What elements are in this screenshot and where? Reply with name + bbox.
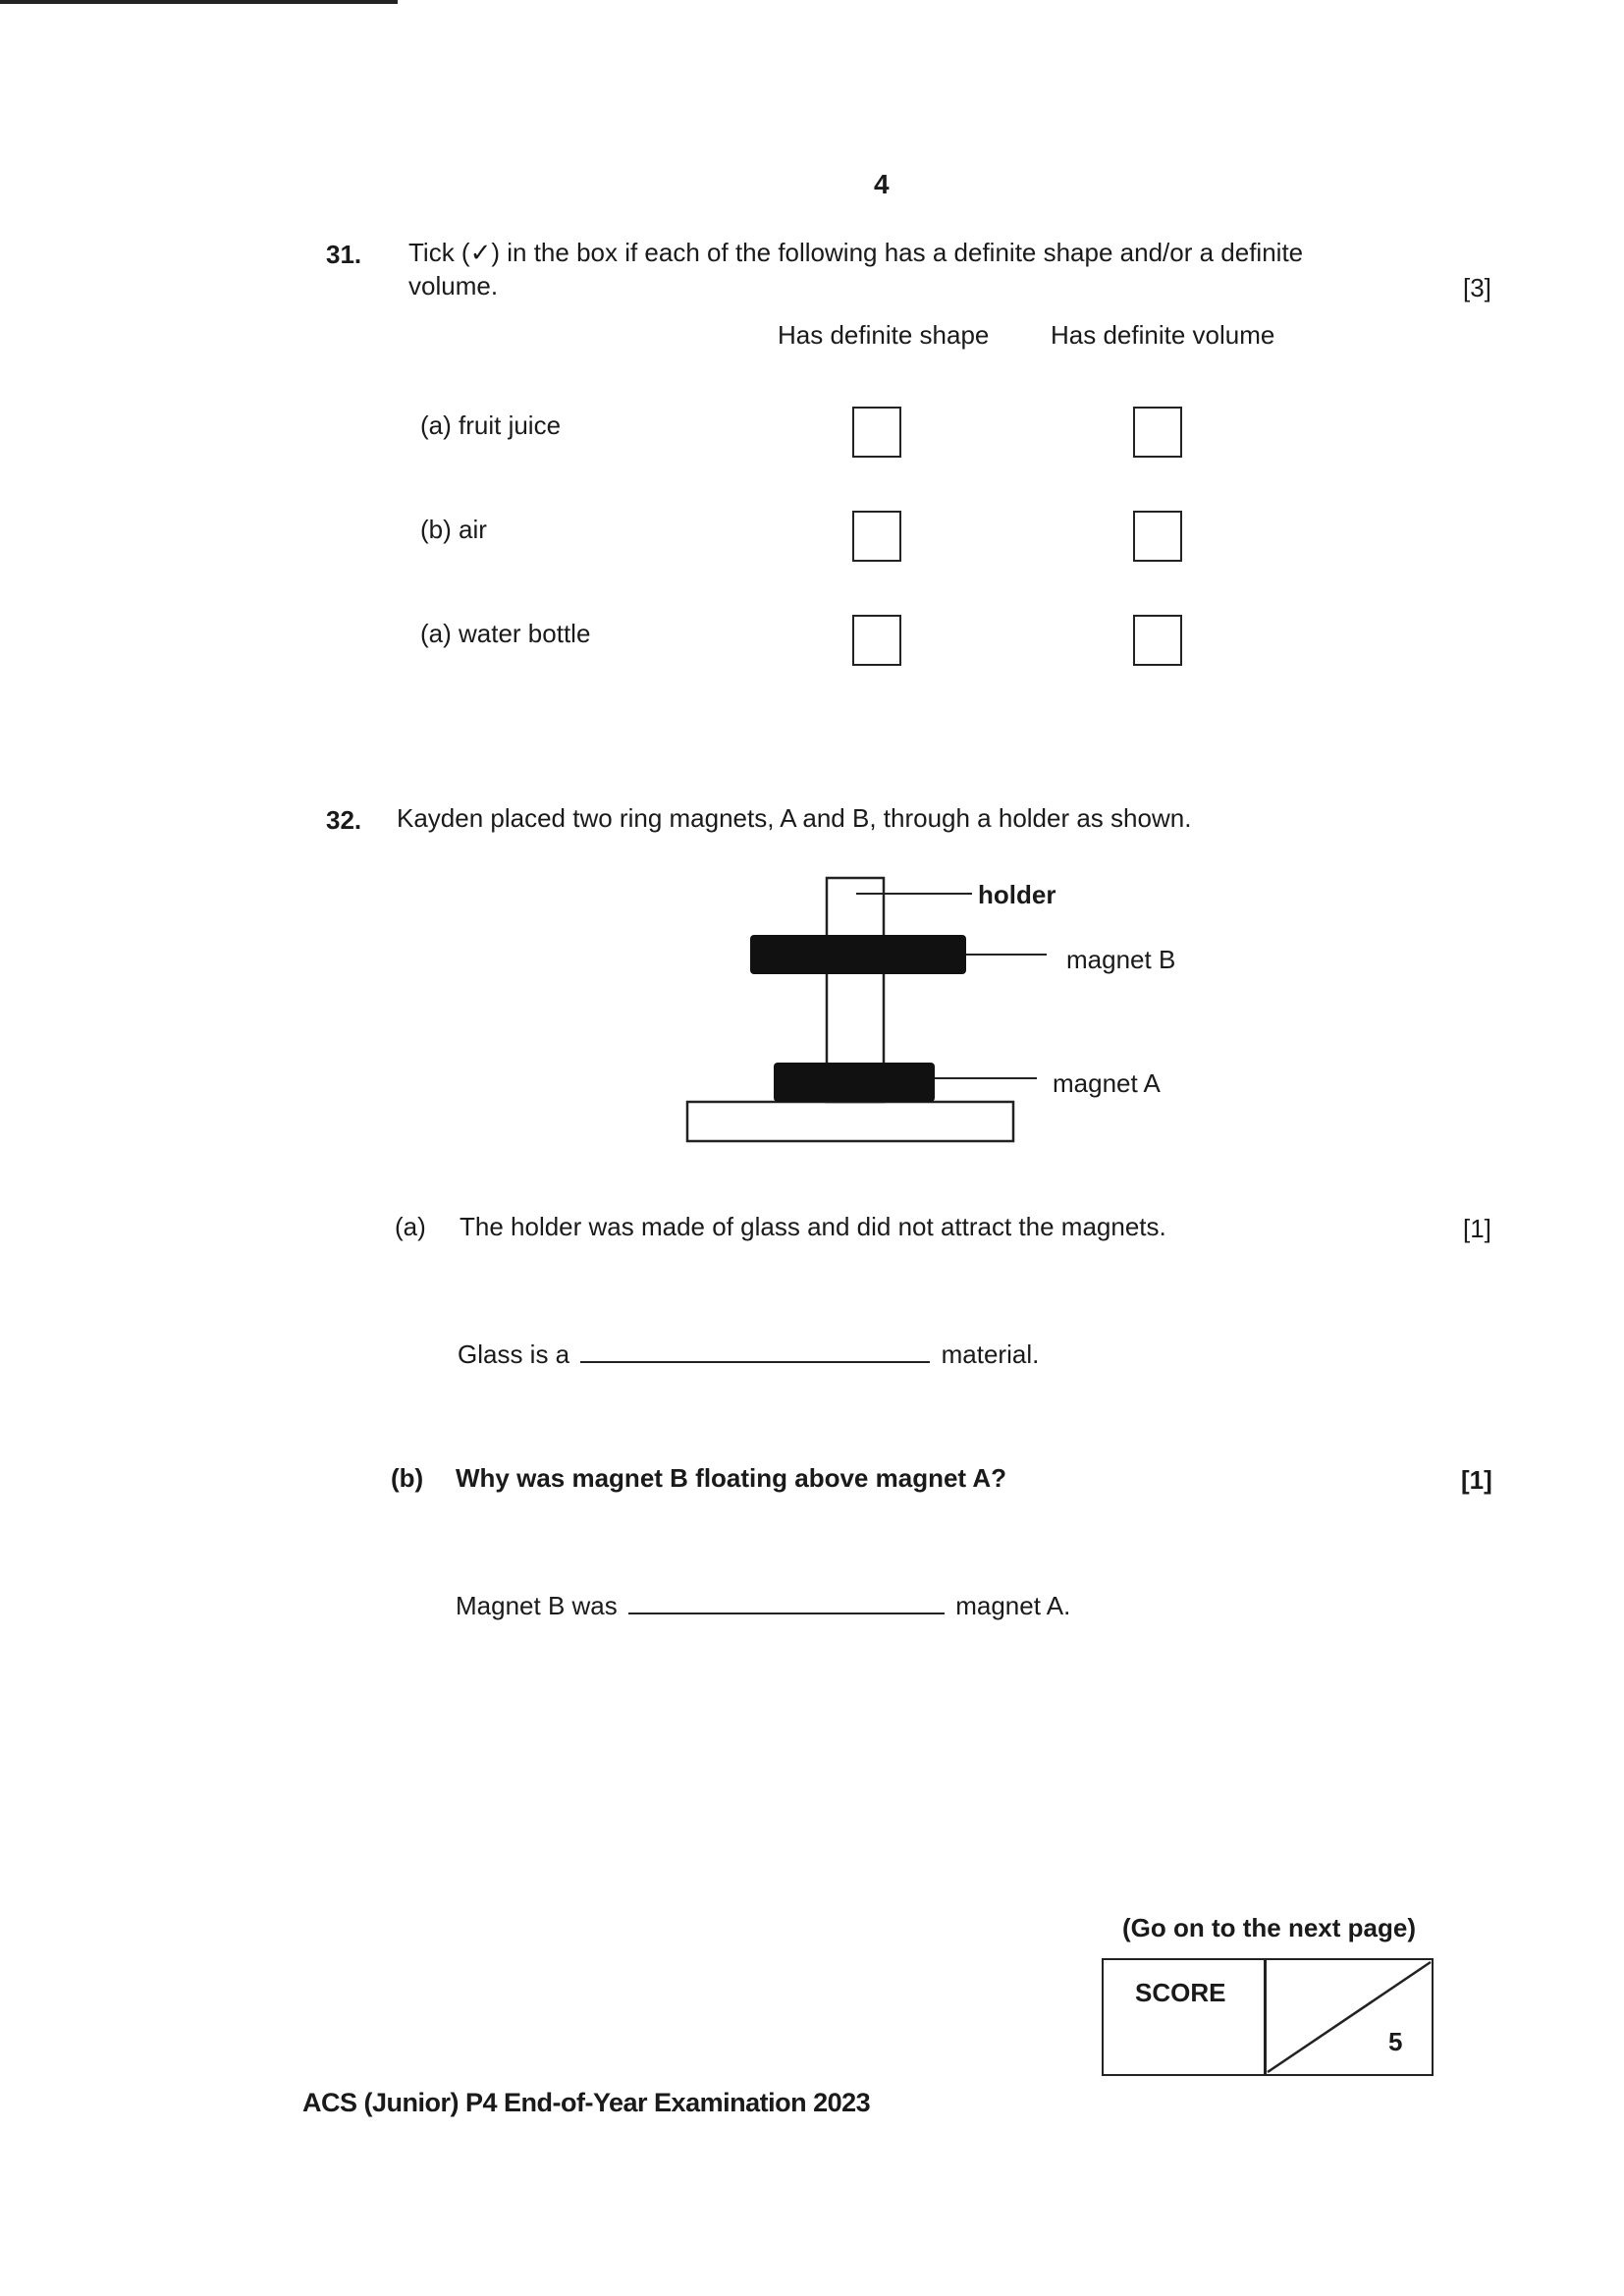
- tickbox-water-bottle-volume[interactable]: [1133, 615, 1182, 666]
- q32b-answer-blank[interactable]: [628, 1589, 945, 1614]
- q32a-answer-blank[interactable]: [580, 1338, 930, 1363]
- tickbox-air-shape[interactable]: [852, 511, 901, 562]
- label-holder: holder: [978, 880, 1056, 909]
- score-slash: [1266, 1960, 1433, 2074]
- page-number: 4: [874, 169, 890, 199]
- q32a-answer-suffix: material.: [941, 1339, 1040, 1369]
- label-magnet-a: magnet A: [1053, 1068, 1161, 1098]
- q32b-marks: [1]: [1461, 1465, 1492, 1495]
- q31-marks: [3]: [1463, 273, 1491, 302]
- q32b-label: (b): [391, 1463, 424, 1493]
- q32a-answer-line: [458, 1338, 1039, 1370]
- q32a-label: (a): [395, 1212, 426, 1241]
- score-box: [1102, 1958, 1434, 2076]
- q31-text-line1: Tick (✓) in the box if each of the following has a definite shape and/or a definite: [408, 238, 1304, 267]
- q32-number: 32.: [326, 805, 362, 835]
- tickbox-fruit-juice-shape[interactable]: [852, 407, 901, 458]
- row-label-water-bottle: (a) water bottle: [420, 619, 591, 648]
- exam-footer: ACS (Junior) P4 End-of-Year Examination 2023: [302, 2088, 871, 2117]
- go-on-next-page: (Go on to the next page): [1122, 1913, 1416, 1942]
- q32b-answer-suffix: magnet A.: [955, 1591, 1071, 1620]
- q31-text-line2: volume.: [408, 271, 499, 301]
- magnet-holder-diagram: [677, 864, 1227, 1159]
- tickbox-water-bottle-shape[interactable]: [852, 615, 901, 666]
- row-label-air: (b) air: [420, 515, 487, 544]
- col-header-volume: Has definite volume: [1051, 320, 1275, 350]
- row-label-fruit-juice: (a) fruit juice: [420, 410, 562, 440]
- label-magnet-b: magnet B: [1066, 945, 1176, 974]
- q32a-answer-prefix: Glass is a: [458, 1339, 570, 1369]
- q32b-answer-line: [456, 1589, 1070, 1621]
- tickbox-air-volume[interactable]: [1133, 511, 1182, 562]
- scan-edge-line: [0, 0, 398, 4]
- q31-number: 31.: [326, 240, 362, 269]
- q32a-text: The holder was made of glass and did not attract the magnets.: [460, 1212, 1166, 1241]
- holder-base: [687, 1102, 1013, 1141]
- q32b-text: Why was magnet B floating above magnet A?: [456, 1463, 1006, 1493]
- magnet-a-shape: [774, 1063, 935, 1102]
- col-header-shape: Has definite shape: [778, 320, 990, 350]
- magnet-b-shape: [750, 935, 966, 974]
- score-total: 5: [1388, 2027, 1403, 2056]
- q32b-answer-prefix: Magnet B was: [456, 1591, 618, 1620]
- score-label: SCORE: [1135, 1978, 1226, 2007]
- q32-text: Kayden placed two ring magnets, A and B, through a holder as shown.: [397, 803, 1192, 833]
- q32a-marks: [1]: [1463, 1214, 1491, 1243]
- tickbox-fruit-juice-volume[interactable]: [1133, 407, 1182, 458]
